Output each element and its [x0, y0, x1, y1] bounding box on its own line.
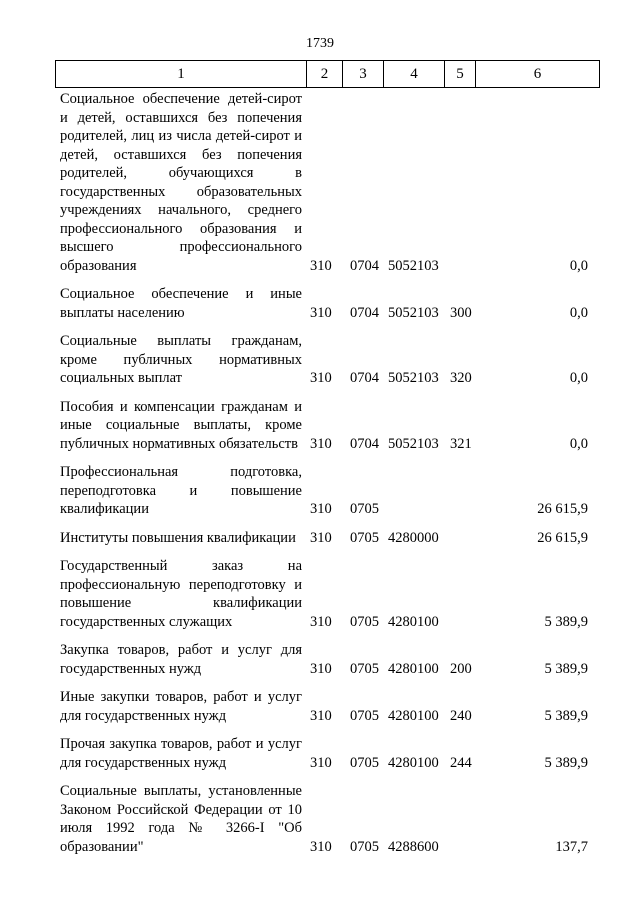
row-cell-c4: 5052103: [388, 435, 439, 452]
row-cell-c4: 4288600: [388, 838, 439, 855]
row-cell-c5: 244: [450, 754, 472, 771]
column-header-4: 4: [384, 61, 445, 88]
row-cell-c4: 4280100: [388, 613, 439, 630]
row-cell-c3: 0705: [350, 529, 379, 546]
row-cell-c6: 0,0: [569, 257, 588, 274]
row-cell-c2: 310: [310, 707, 332, 724]
row-cell-c3: 0705: [350, 501, 379, 517]
row-cell-c5: 321: [450, 435, 472, 452]
row-description: Закупка товаров, работ и услуг для государственных нужд: [60, 642, 302, 677]
table-row: [60, 735, 595, 772]
row-cell-c6: 0,0: [569, 370, 588, 386]
column-header-row: [56, 61, 600, 88]
row-cell-c4: 4280100: [388, 660, 439, 677]
row-cell-c4: 4280000: [388, 529, 439, 546]
table-row: [60, 557, 595, 631]
row-cell-c4: 5052103: [388, 257, 439, 274]
row-cell-c3: 0705: [350, 660, 379, 677]
column-header-5: 5: [445, 61, 476, 88]
row-cell-c2: 310: [310, 501, 332, 517]
row-description: Социальное обеспечение и иные выплаты населению: [60, 286, 302, 321]
row-cell-c3: 0704: [350, 304, 379, 321]
row-description: Институты повышения квалификации: [60, 529, 296, 546]
row-cell-c4: 4280100: [388, 707, 439, 724]
row-description: Социальные выплаты гражданам, кроме публичных нормативных социальных выплат: [60, 333, 302, 386]
row-cell-c3: 0705: [350, 754, 379, 771]
table-row: [60, 688, 595, 725]
row-description: Социальное обеспечение детей-сирот и детей, оставшихся без попечения родителей, лиц из числа детей-сирот и детей, оставшихся без попечения родителей, обучающихся в государственных образовательных учреждениях начального, среднего профессионального образования и высшего профессионального образования: [60, 91, 302, 274]
row-cell-c3: 0704: [350, 435, 379, 452]
row-cell-c6: 0,0: [569, 304, 588, 321]
row-cell-c6: 26 615,9: [537, 529, 588, 546]
row-cell-c2: 310: [310, 370, 332, 386]
row-cell-c2: 310: [310, 660, 332, 677]
row-description: Пособия и компенсации гражданам и иные социальные выплаты, кроме публичных нормативных обязательств: [60, 398, 302, 452]
row-cell-c4: 5052103: [388, 370, 439, 386]
row-description: Профессиональная подготовка, переподготовка и повышение квалификации: [60, 464, 302, 517]
row-description: Государственный заказ на профессиональную переподготовку и повышение квалификации государственных служащих: [60, 558, 302, 630]
column-header-3: 3: [343, 61, 384, 88]
row-cell-c5: 300: [450, 304, 472, 321]
row-cell-c3: 0705: [350, 838, 379, 855]
column-header-table: [55, 60, 600, 88]
row-cell-c2: 310: [310, 613, 332, 630]
table-row: [60, 641, 595, 678]
row-cell-c6: 26 615,9: [537, 501, 588, 517]
table-row: [60, 782, 595, 856]
page-number: 1739: [306, 36, 334, 51]
row-cell-c5: 320: [450, 370, 472, 386]
table-row: [60, 332, 595, 388]
row-cell-c6: 5 389,9: [544, 707, 588, 724]
row-cell-c6: 5 389,9: [544, 660, 588, 677]
row-description: Социальные выплаты, установленные Законом Российской Федерации от 10 июля 1992 года № 3266-I "Об образовании": [60, 783, 302, 855]
row-cell-c3: 0705: [350, 613, 379, 630]
row-cell-c4: 4280100: [388, 754, 439, 771]
row-cell-c6: 0,0: [569, 435, 588, 452]
row-cell-c2: 310: [310, 529, 332, 546]
row-cell-c2: 310: [310, 754, 332, 771]
table-row: [60, 463, 595, 519]
row-cell-c2: 310: [310, 304, 332, 321]
row-cell-c6: 137,7: [555, 838, 588, 855]
row-cell-c2: 310: [310, 257, 332, 274]
row-cell-c3: 0704: [350, 370, 379, 386]
row-cell-c6: 5 389,9: [544, 613, 588, 630]
table-row: [60, 90, 595, 275]
row-cell-c2: 310: [310, 838, 332, 855]
column-header-2: 2: [307, 61, 343, 88]
table-row: [60, 529, 595, 548]
row-cell-c3: 0704: [350, 257, 379, 274]
row-description: Иные закупки товаров, работ и услуг для государственных нужд: [60, 689, 302, 724]
row-description: Прочая закупка товаров, работ и услуг для государственных нужд: [60, 736, 302, 771]
column-header-1: 1: [56, 61, 307, 88]
budget-rows: [60, 90, 595, 866]
column-header-6: 6: [476, 61, 600, 88]
row-cell-c2: 310: [310, 435, 332, 452]
row-cell-c5: 200: [450, 660, 472, 677]
row-cell-c5: 240: [450, 707, 472, 724]
row-cell-c3: 0705: [350, 707, 379, 724]
table-row: [60, 285, 595, 322]
table-row: [60, 398, 595, 454]
row-cell-c4: 5052103: [388, 304, 439, 321]
row-cell-c6: 5 389,9: [544, 754, 588, 771]
